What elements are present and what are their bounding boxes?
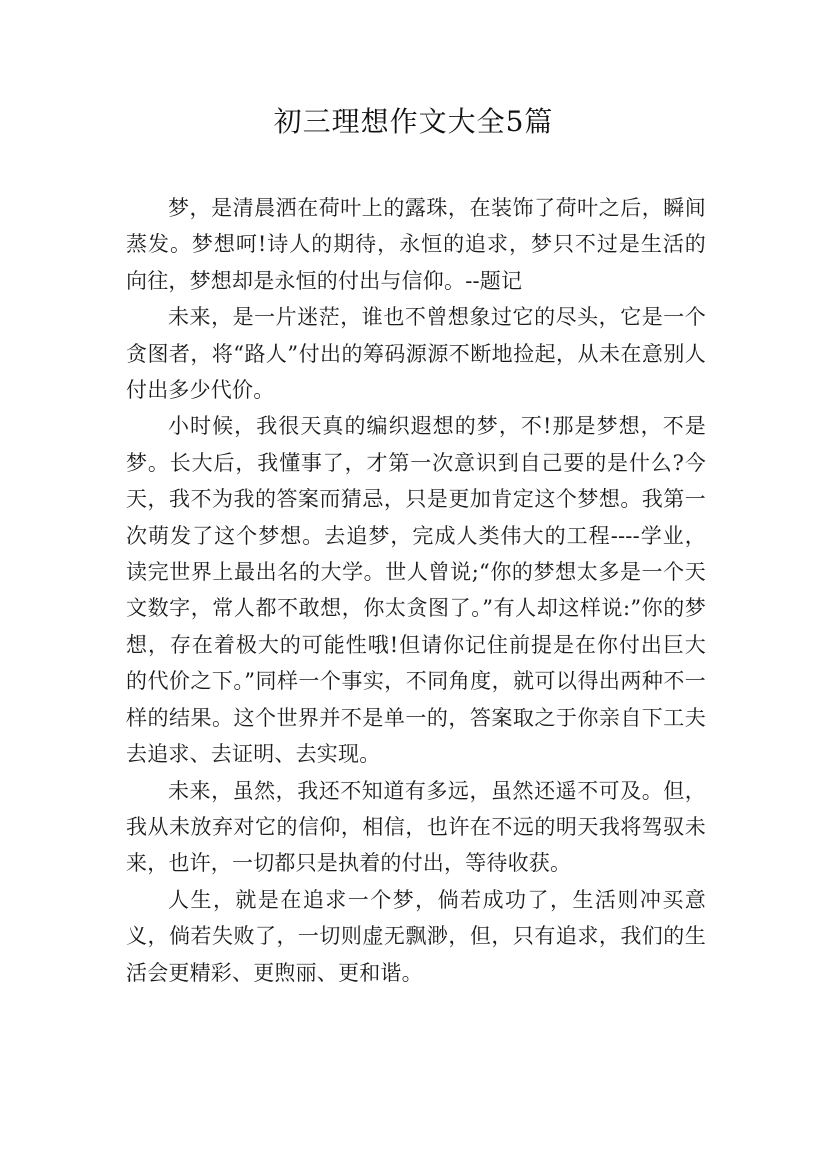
paragraph-1: 梦，是清晨洒在荷叶上的露珠，在装饰了荷叶之后，瞬间蒸发。梦想呵!诗人的期待，永恒的追求，梦只不过是生活的向往，梦想却是永恒的付出与信仰。--题记 xyxy=(126,196,706,293)
document-body xyxy=(126,190,706,991)
document-title: 初三理想作文大全5篇 xyxy=(273,105,554,138)
paragraph-3: 小时候，我很天真的编织遐想的梦，不!那是梦想，不是梦。长大后，我懂事了，才第一次意识到自己要的是什么?今天，我不为我的答案而猜忌，只是更加肯定这个梦想。我第一次萌发了这个梦想。去追梦，完成人类伟大的工程----学业，读完世界上最出名的大学。世人曾说;“你的梦想太多是一个天文数字，常人都不敢想，你太贪图了。”有人却这样说:”你的梦想，存在着极大的可能性哦!但请你记住前提是在你付出巨大的代价之下。”同样一个事实，不同角度，就可以得出两种不一样的结果。这个世界并不是单一的，答案取之于你亲自下工夫去追求、去证明、去实现。 xyxy=(126,414,706,767)
paragraph-2: 未来，是一片迷茫，谁也不曾想象过它的尽头，它是一个贪图者，将“路人”付出的筹码源源不断地捡起，从未在意别人付出多少代价。 xyxy=(126,305,706,403)
paragraph-4: 未来，虽然，我还不知道有多远，虽然还遥不可及。但，我从未放弃对它的信仰，相信，也许在不远的明天我将驾驭未来，也许，一切都只是执着的付出，等待收获。 xyxy=(126,778,706,876)
paragraph-5: 人生，就是在追求一个梦，倘若成功了，生活则冲买意义，倘若失败了，一切则虚无飘渺，但，只有追求，我们的生活会更精彩、更煦丽、更和谐。 xyxy=(126,887,706,985)
